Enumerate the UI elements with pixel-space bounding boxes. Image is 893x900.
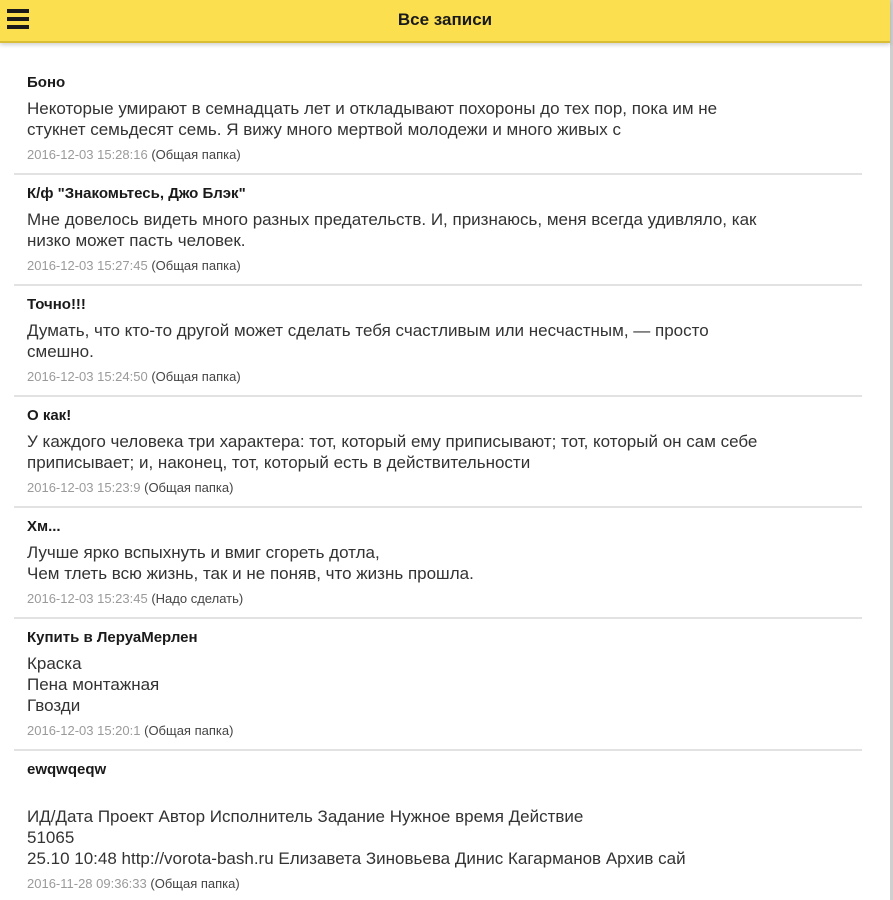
note-body <box>27 431 862 473</box>
note-title: Боно <box>27 74 66 91</box>
note-folder: (Общая папка) <box>144 480 234 495</box>
note-line: Чем тлеть всю жизнь, так и не поняв, что жизнь прошла. <box>27 564 474 583</box>
note-line: Пена монтажная <box>27 675 160 694</box>
note-meta <box>27 369 862 395</box>
note-body <box>27 653 862 716</box>
note-line: У каждого человека три характера: тот, который ему приписывают; тот, который он сам себе <box>27 432 758 451</box>
note-date: 2016-12-03 15:23:45 <box>27 591 148 606</box>
note-item[interactable] <box>14 286 862 397</box>
note-line: Краска <box>27 654 82 673</box>
note-line: Мне довелось видеть много разных предательств. И, признаюсь, меня всегда удивляло, как <box>27 210 757 229</box>
note-line: стукнет семьдесят семь. Я вижу много мертвой молодежи и много живых с <box>27 120 621 139</box>
note-date: 2016-11-28 09:36:33 <box>27 876 147 891</box>
note-line: ИД/Дата Проект Автор Исполнитель Задание Нужное время Действие <box>27 807 584 826</box>
note-body <box>27 209 862 251</box>
note-meta <box>27 723 862 749</box>
note-item[interactable] <box>14 751 862 900</box>
note-folder: (Общая папка) <box>151 258 241 273</box>
note-folder: (Надо сделать) <box>151 591 244 606</box>
note-title: Купить в ЛеруаМерлен <box>27 629 198 646</box>
note-title: К/ф "Знакомьтесь, Джо Блэк" <box>27 185 246 202</box>
note-line: Лучше ярко вспыхнуть и вмиг сгореть дотла, <box>27 543 380 562</box>
note-title: О как! <box>27 407 72 424</box>
page-title: Все записи <box>397 10 493 29</box>
app-header <box>0 0 890 43</box>
note-meta <box>27 876 862 900</box>
blank-line <box>27 785 862 806</box>
note-date: 2016-12-03 15:23:9 <box>27 480 141 495</box>
note-item[interactable] <box>14 175 862 286</box>
note-title: Точно!!! <box>27 296 86 313</box>
note-line: 25.10 10:48 http://vorota-bash.ru Елизавета Зиновьева Динис Кагарманов Архив сай <box>27 849 686 868</box>
note-item[interactable] <box>14 64 862 175</box>
note-line: приписывает; и, наконец, тот, который есть в действительности <box>27 453 531 472</box>
note-body <box>27 320 862 362</box>
note-item[interactable] <box>14 397 862 508</box>
notes-list <box>14 64 862 900</box>
note-body <box>27 785 862 869</box>
note-line: 51065 <box>27 828 75 847</box>
note-body <box>27 542 862 584</box>
note-date: 2016-12-03 15:24:50 <box>27 369 148 384</box>
note-meta <box>27 258 862 284</box>
note-folder: (Общая папка) <box>150 876 240 891</box>
note-title: ewqwqeqw <box>27 761 107 778</box>
note-meta <box>27 147 862 173</box>
note-folder: (Общая папка) <box>144 723 234 738</box>
note-line: Некоторые умирают в семнадцать лет и откладывают похороны до тех пор, пока им не <box>27 99 718 118</box>
note-meta <box>27 480 862 506</box>
note-line: низко может пасть человек. <box>27 231 246 250</box>
note-line: Думать, что кто-то другой может сделать тебя счастливым или несчастным, — просто <box>27 321 709 340</box>
note-folder: (Общая папка) <box>151 369 241 384</box>
note-line: смешно. <box>27 342 94 361</box>
note-date: 2016-12-03 15:27:45 <box>27 258 148 273</box>
note-date: 2016-12-03 15:20:1 <box>27 723 141 738</box>
note-item[interactable] <box>14 619 862 751</box>
note-date: 2016-12-03 15:28:16 <box>27 147 148 162</box>
note-title: Хм... <box>27 518 61 535</box>
note-body <box>27 98 862 140</box>
note-meta <box>27 591 862 617</box>
note-line: Гвозди <box>27 696 81 715</box>
note-folder: (Общая папка) <box>151 147 241 162</box>
note-item[interactable] <box>14 508 862 619</box>
